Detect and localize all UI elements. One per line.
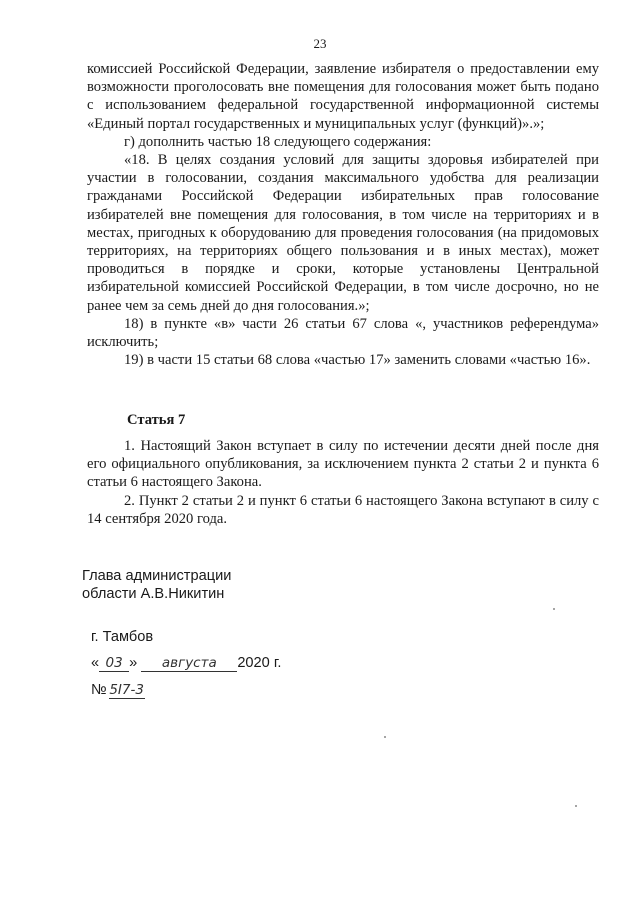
date-open-quote: « (91, 655, 100, 671)
scan-artifact-dot (575, 805, 577, 807)
place-of-signing: г. Тамбов (91, 629, 154, 645)
paragraph-item-18: 18) в пункте «в» части 26 статьи 67 слова «, участников референдума» исключить; (87, 315, 599, 351)
article-heading: Статья 7 (127, 412, 186, 428)
date-day: 03 (99, 655, 129, 672)
paragraph-part-18: «18. В целях создания условий для защиты здоровья избирателей при участии в голосовании, создания максимального удобства для реализации гражданами Российской Федерации избирательных прав голосование избирателей вне помещения для голосования, в том числе на территориях и в местах, пригодных к оборудованию для проведения голосования (на придомовых территориях, на территориях общего пользования и в иных местах), может проводиться в порядке и сроки, которые установлены Центральной избирательной комиссией Российской Федерации, в том числе досрочно, но не ранее чем за семь дней до дня голосования.»; (87, 152, 599, 314)
date-year: 2020 г. (237, 655, 282, 671)
number-sign: № (91, 682, 107, 698)
signature-title: Глава администрации (82, 568, 232, 584)
article-text (87, 437, 599, 528)
paragraph-item-g: г) дополнить частью 18 следующего содержания: (124, 133, 432, 150)
paragraph-continuation: комиссией Российской Федерации, заявление избирателя о предоставлении ему возможности проголосовать вне помещения для голосования может быть подано с использованием федеральной государственной информационной системы «Единый портал государственных и муниципальных услуг (функций)».»; (87, 61, 599, 132)
law-amendment-text (87, 60, 599, 369)
article-paragraph-1: 1. Настоящий Закон вступает в силу по истечении десяти дней после дня его официального опубликования, за исключением пункта 2 статьи 2 и пункта 6 статьи 6 настоящего Закона. (87, 438, 599, 491)
paragraph-item-19: 19) в части 15 статьи 68 слова «частью 17» заменить словами «частью 16». (124, 352, 591, 369)
date-close-quote: » (129, 655, 138, 671)
article-paragraph-2: 2. Пункт 2 статьи 2 и пункт 6 статьи 6 настоящего Закона вступают в силу с 14 сентября 2020 года. (87, 492, 599, 527)
page-number: 23 (313, 36, 327, 51)
signature-name: области А.В.Никитин (82, 586, 225, 602)
signature-block (82, 567, 231, 603)
number-value: 5I7-3 (109, 682, 144, 698)
date-month: августа (141, 655, 237, 672)
signing-date (91, 655, 281, 672)
scan-artifact-dot (384, 736, 386, 738)
document-number (91, 682, 145, 699)
scan-artifact-dot (553, 608, 555, 610)
